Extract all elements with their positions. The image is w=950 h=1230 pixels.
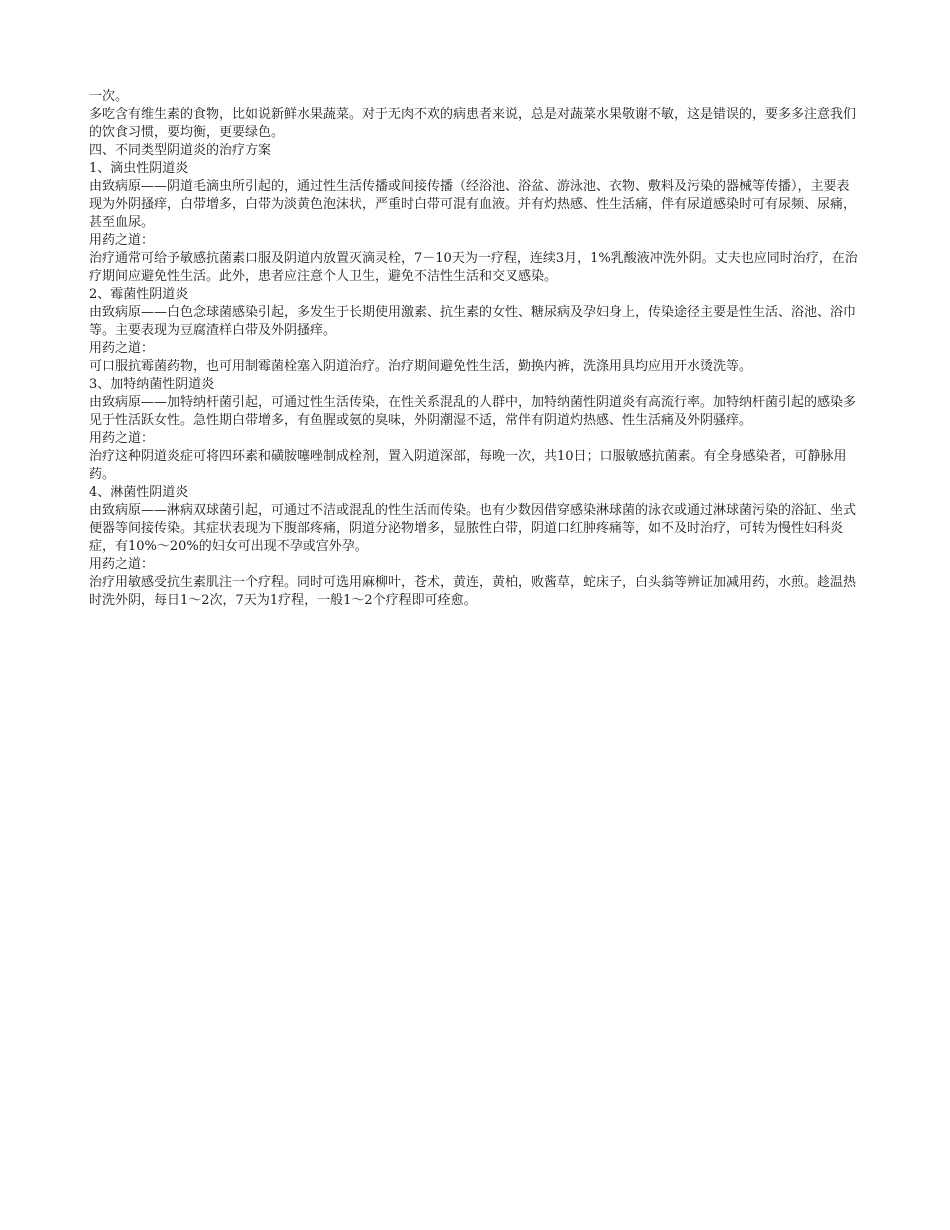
paragraph-continuation: 一次。 (89, 89, 129, 104)
subsection-heading-1: 1、滴虫性阴道炎 (89, 161, 189, 176)
document-body (89, 88, 861, 610)
paragraph-cause-2: 由致病原——白色念球菌感染引起，多发生于长期使用激素、抗生素的女性、糖尿病及孕妇身上，传染途径主要是性生活、浴池、浴巾等。主要表现为豆腐渣样白带及外阴搔痒。 (89, 305, 857, 338)
medication-label-2: 用药之道： (89, 341, 155, 356)
subsection-heading-3: 3、加特纳菌性阴道炎 (89, 377, 215, 392)
medication-label-4: 用药之道： (89, 557, 155, 572)
paragraph-cause-1: 由致病原——阴道毛滴虫所引起的，通过性生活传播或间接传播（经浴池、浴盆、游泳池、衣物、敷料及污染的器械等传播），主要表现为外阴搔痒，白带增多，白带为淡黄色泡沫状，严重时白带可混有血液。并有灼热感、性生活痛，伴有尿道感染时可有尿频、尿痛，甚至血尿。 (89, 179, 857, 230)
section-heading: 四、不同类型阴道炎的治疗方案 (89, 143, 272, 158)
paragraph-treatment-1: 治疗通常可给予敏感抗菌素口服及阴道内放置灭滴灵栓，7－10天为一疗程，连续3月，1%乳酸液冲洗外阴。丈夫也应同时治疗，在治疗期间应避免性生活。此外，患者应注意个人卫生，避免不洁性生活和交叉感染。 (89, 251, 858, 284)
medication-label-1: 用药之道： (89, 233, 155, 248)
paragraph-treatment-2: 可口服抗霉菌药物，也可用制霉菌栓塞入阴道治疗。治疗期间避免性生活，勤换内裤，洗涤用具均应用开水烫洗等。 (89, 359, 753, 374)
paragraph-diet-advice: 多吃含有维生素的食物，比如说新鲜水果蔬菜。对于无肉不欢的病患者来说，总是对蔬菜水果敬谢不敏，这是错误的，要多多注意我们的饮食习惯，要均衡，更要绿色。 (89, 107, 857, 140)
subsection-heading-4: 4、淋菌性阴道炎 (89, 485, 189, 500)
medication-label-3: 用药之道： (89, 431, 155, 446)
paragraph-treatment-3: 治疗这种阴道炎症可将四环素和磺胺噻唑制成栓剂，置入阴道深部，每晚一次，共10日；口服敏感抗菌素。有全身感染者，可静脉用药。 (89, 449, 847, 482)
paragraph-cause-3: 由致病原——加特纳杆菌引起，可通过性生活传染，在性关系混乱的人群中，加特纳菌性阴道炎有高流行率。加特纳杆菌引起的感染多见于性活跃女性。急性期白带增多，有鱼腥或氨的臭味，外阴潮湿不适，常伴有阴道灼热感、性生活痛及外阴骚痒。 (89, 395, 857, 428)
paragraph-treatment-4: 治疗用敏感受抗生素肌注一个疗程。同时可选用麻柳叶，苍术，黄连，黄柏，败酱草，蛇床子，白头翁等辨证加减用药，水煎。趁温热时洗外阴，每日1～2次，7天为1疗程，一般1～2个疗程即可痊愈。 (89, 575, 857, 608)
subsection-heading-2: 2、霉菌性阴道炎 (89, 287, 189, 302)
paragraph-cause-4: 由致病原——淋病双球菌引起，可通过不洁或混乱的性生活而传染。也有少数因借穿感染淋球菌的泳衣或通过淋球菌污染的浴缸、坐式便器等间接传染。其症状表现为下腹部疼痛，阴道分泌物增多，显脓性白带，阴道口红肿疼痛等，如不及时治疗，可转为慢性妇科炎症，有10%～20%的妇女可出现不孕或宫外孕。 (89, 503, 857, 554)
